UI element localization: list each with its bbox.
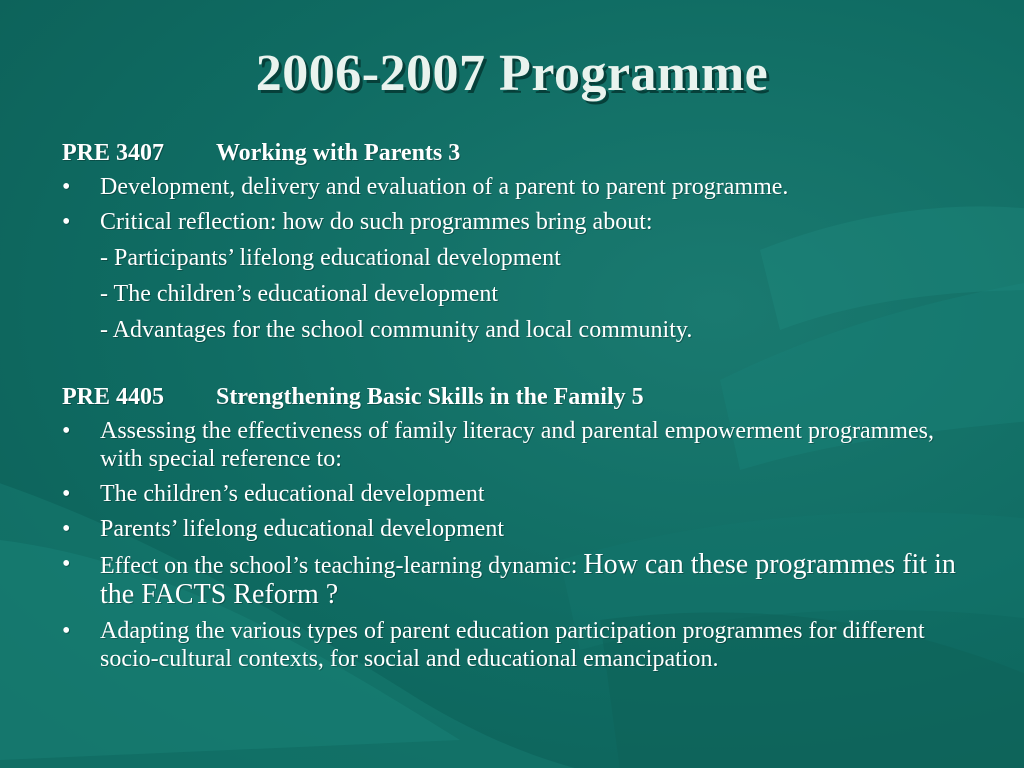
bullet-icon: • [62, 481, 71, 507]
bullet-item [62, 170, 962, 205]
course-heading [62, 380, 962, 414]
bullet-text: Development, delivery and evaluation of a parent to parent programme. [100, 174, 789, 200]
bullet-text: Adapting the various types of parent education participation programmes for different socio-cultural contexts, for social and educational emancipation. [100, 618, 925, 672]
bullet-item [62, 477, 962, 512]
sub-item: - Advantages for the school community and local community. [100, 317, 693, 343]
course-code: PRE 4405 [62, 384, 164, 410]
bullet-icon: • [62, 418, 71, 444]
bullet-icon: • [62, 551, 71, 577]
bullet-item [62, 205, 962, 240]
slide-title: 2006-2007 Programme [255, 45, 769, 102]
bullet-item [62, 414, 962, 477]
bullet-item [62, 614, 962, 677]
bullet-item [62, 512, 962, 547]
bullet-icon: • [62, 516, 71, 542]
bullet-text: The children’s educational development [100, 481, 485, 507]
bullet-icon: • [62, 174, 71, 200]
course-heading [62, 136, 962, 170]
bullet-text: Assessing the effectiveness of family literacy and parental empowerment programmes, with special reference to: [100, 418, 934, 472]
bullet-emphasis-text: How can these programmes fit in the FACTS Reform ? [100, 549, 956, 610]
sub-item: - Participants’ lifelong educational development [100, 245, 561, 271]
course-name: Working with Parents 3 [216, 140, 461, 166]
bullet-icon: • [62, 209, 71, 235]
bullet-text: Critical reflection: how do such programmes bring about: [100, 209, 653, 235]
course-name: Strengthening Basic Skills in the Family 5 [216, 384, 644, 410]
sub-item: - The children’s educational development [100, 281, 499, 307]
bullet-text: Effect on the school’s teaching-learning dynamic: [100, 553, 584, 579]
bullet-text: Parents’ lifelong educational development [100, 516, 505, 542]
bullet-item [62, 547, 962, 614]
bullet-icon: • [62, 618, 71, 644]
slide-content [62, 136, 962, 677]
course-code: PRE 3407 [62, 140, 164, 166]
section-spacer [62, 348, 962, 380]
